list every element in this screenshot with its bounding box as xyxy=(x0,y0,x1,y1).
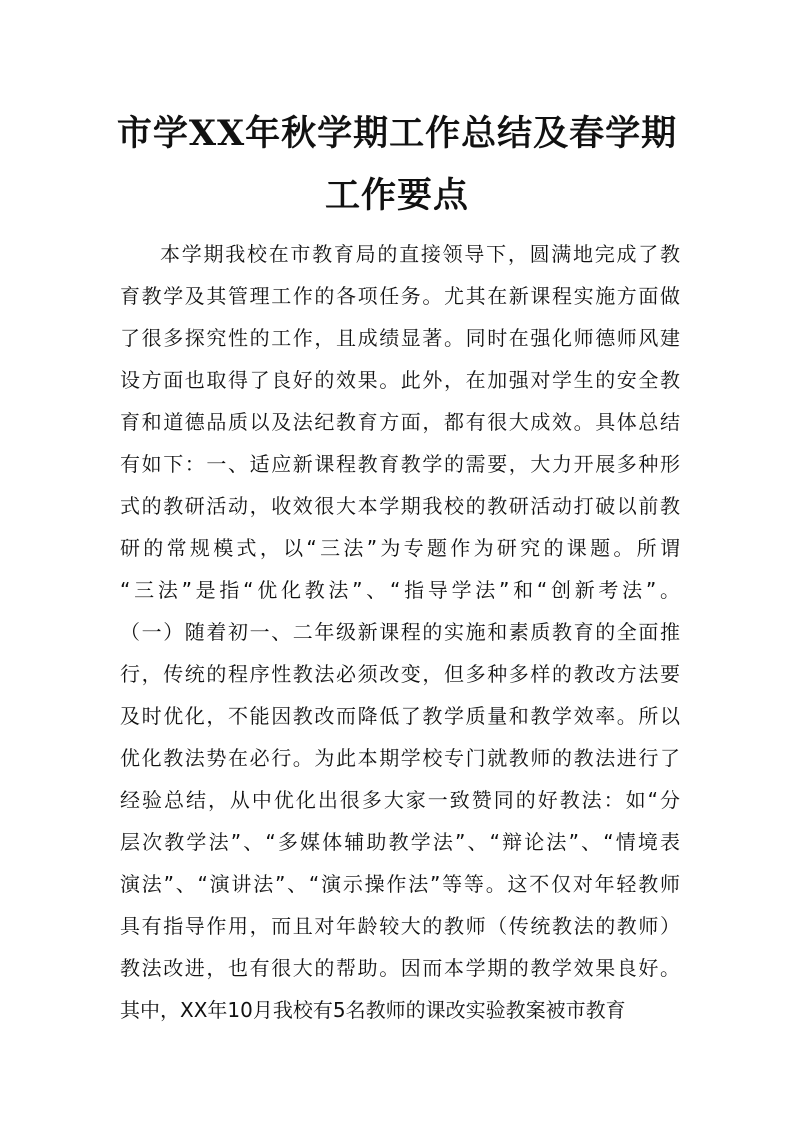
body-text-line: 优化教法势在必行。为此本期学校专门就教师的教法进行了 xyxy=(120,746,680,770)
body-text-line: 演法”、“演讲法”、“演示操作法”等等。这不仅对年轻教师 xyxy=(120,872,680,896)
body-text-line: “三法”是指“优化教法”、“指导学法”和“创新考法”。 xyxy=(120,578,680,602)
body-text-line: 层次教学法”、“多媒体辅助教学法”、“辩论法”、“情境表 xyxy=(120,830,680,854)
body-text-line: （一）随着初一、二年级新课程的实施和素质教育的全面推 xyxy=(120,620,680,644)
body-text-line: 本学期我校在市教育局的直接领导下，圆满地完成了教 xyxy=(160,242,680,266)
body-text-line: 其中，XX年10月我校有5名教师的课改实验教案被市教育 xyxy=(120,998,626,1022)
body-text-line: 教法改进，也有很大的帮助。因而本学期的教学效果良好。 xyxy=(120,956,680,980)
document-title-line-1: 市学XX年秋学期工作总结及春学期 xyxy=(116,113,678,154)
document-title-line-2: 工作要点 xyxy=(324,175,469,216)
body-text-line: 育和道德品质以及法纪教育方面，都有很大成效。具体总结 xyxy=(120,410,680,434)
body-text-line: 了很多探究性的工作，且成绩显著。同时在强化师德师风建 xyxy=(120,326,680,350)
body-text-line: 具有指导作用，而且对年龄较大的教师（传统教法的教师） xyxy=(120,914,680,938)
body-text-line: 及时优化，不能因教改而降低了教学质量和教学效率。所以 xyxy=(120,704,680,728)
body-text-line: 研的常规模式，以“三法”为专题作为研究的课题。所谓 xyxy=(120,536,680,560)
body-text-line: 设方面也取得了良好的效果。此外，在加强对学生的安全教 xyxy=(120,368,680,392)
body-text-line: 式的教研活动，收效很大本学期我校的教研活动打破以前教 xyxy=(120,494,680,518)
body-text-line: 有如下：一、适应新课程教育教学的需要，大力开展多种形 xyxy=(120,452,680,476)
body-text-line: 育教学及其管理工作的各项任务。尤其在新课程实施方面做 xyxy=(120,284,680,308)
body-text-line: 行，传统的程序性教法必须改变，但多种多样的教改方法要 xyxy=(120,662,680,686)
body-text-line: 经验总结，从中优化出很多大家一致赞同的好教法：如“分 xyxy=(120,788,680,812)
